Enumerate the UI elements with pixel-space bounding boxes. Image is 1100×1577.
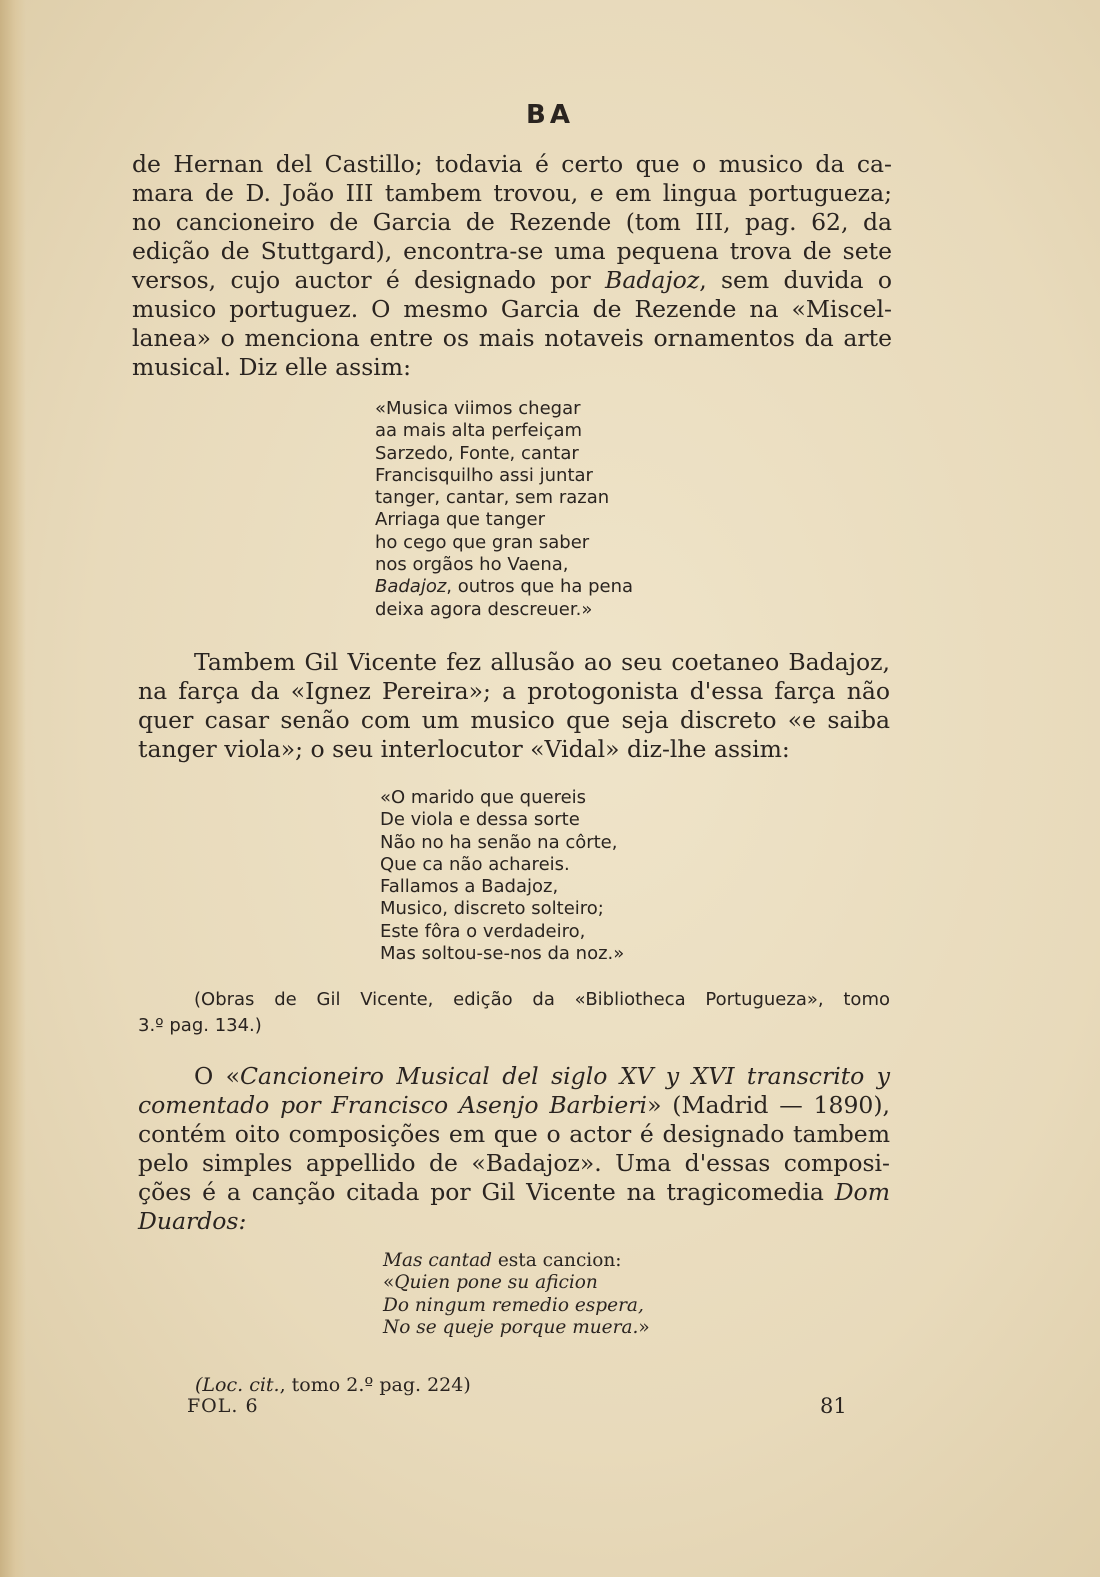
text-line: no cancioneiro de Garcia de Rezende (tom III, pag. 62, da xyxy=(132,208,892,236)
verse-line: Mas soltou-se-nos da noz.» xyxy=(380,943,625,965)
signature-mark: FOL. 6 xyxy=(187,1395,259,1417)
text-line: mara de D. João III tambem trovou, e em lingua portugueza; xyxy=(132,179,892,207)
text-line: de Hernan del Castillo; todavia é certo que o musico da ca- xyxy=(132,150,892,178)
verse-line: Não no ha senão na côrte, xyxy=(380,831,618,853)
text-line: versos, cujo auctor é designado por Badajoz, sem duvida o xyxy=(132,266,892,294)
verse-line: Badajoz, outros que ha pena xyxy=(375,576,634,598)
verse-line: ho cego que gran saber xyxy=(375,531,590,553)
text-line: musical. Diz elle assim: xyxy=(132,353,411,381)
text-line: ções é a canção citada por Gil Vicente na tragicomedia Dom xyxy=(138,1178,890,1206)
citation-loc-cit: (Loc. cit., tomo 2.º pag. 224) xyxy=(195,1374,471,1396)
verse-quote-2 xyxy=(380,787,624,965)
verse-line: Musico, discreto solteiro; xyxy=(380,898,604,920)
verse-line: Que ca não achareis. xyxy=(380,853,570,875)
verse-line: deixa agora descreuer.» xyxy=(375,598,593,620)
note-line: 3.º pag. 134.) xyxy=(138,1015,262,1036)
text-line: O «Cancioneiro Musical del siglo XV y XVI transcrito y xyxy=(194,1062,890,1090)
book-title: comentado por Francisco Asenjo Barbieri xyxy=(138,1091,648,1119)
verse-line: No se queje porque muera.» xyxy=(383,1316,650,1338)
text-line: pelo simples appellido de «Badajoz». Uma d'essas composi- xyxy=(138,1149,890,1177)
play-title: Dom xyxy=(834,1178,890,1206)
verse-quote-3 xyxy=(383,1250,650,1339)
paragraph-1 xyxy=(132,150,892,382)
text-line: na farça da «Ignez Pereira»; a protogonista d'essa farça não xyxy=(138,677,890,705)
verse-line: «Quien pone su aficion xyxy=(383,1272,598,1294)
text-line: comentado por Francisco Asenjo Barbieri» (Madrid — 1890), xyxy=(138,1091,890,1119)
text-line: tanger viola»; o seu interlocutor «Vidal» diz-lhe assim: xyxy=(138,735,790,763)
running-head: BA xyxy=(526,100,574,130)
verse-line: Do ningum remedio espera, xyxy=(383,1294,644,1316)
verse-line: Fallamos a Badajoz, xyxy=(380,876,559,898)
name-badajoz: Badajoz xyxy=(375,576,447,598)
book-title: Cancioneiro Musical del siglo XV y XVI transcrito y xyxy=(240,1062,890,1090)
citation-note xyxy=(138,987,890,1039)
text-line: contém oito composições em que o actor é designado tambem xyxy=(138,1120,890,1148)
verse-line: Arriaga que tanger xyxy=(375,509,546,531)
verse-line: Este fôra o verdadeiro, xyxy=(380,920,586,942)
verse-line: «O marido que quereis xyxy=(380,787,587,808)
text-line: musico portuguez. O mesmo Garcia de Rezende na «Miscel- xyxy=(132,295,892,323)
text-line: Tambem Gil Vicente fez allusão ao seu coetaneo Badajoz, xyxy=(194,648,890,676)
text-line: edição de Stuttgard), encontra-se uma pequena trova de sete xyxy=(132,237,892,265)
verse-quote-1 xyxy=(375,398,633,621)
verse-line: nos orgãos ho Vaena, xyxy=(375,554,569,576)
text-line: lanea» o menciona entre os mais notaveis ornamentos da arte xyxy=(132,324,892,352)
verse-line: tanger, cantar, sem razan xyxy=(375,487,610,509)
verse-line: Sarzedo, Fonte, cantar xyxy=(375,442,579,464)
name-badajoz: Badajoz xyxy=(605,266,700,294)
verse-line: aa mais alta perfeiçam xyxy=(375,420,583,442)
verse-line: «Musica viimos chegar xyxy=(375,398,581,419)
verse-line: Mas cantad esta cancion: xyxy=(383,1250,622,1271)
verse-line: Francisquilho assi juntar xyxy=(375,464,593,486)
paragraph-2 xyxy=(138,648,890,764)
page-number: 81 xyxy=(820,1394,847,1418)
note-line: (Obras de Gil Vicente, edição da «Bibliotheca Portugueza», tomo xyxy=(194,989,890,1010)
paragraph-3 xyxy=(138,1062,890,1236)
text-line: quer casar senão com um musico que seja discreto «e saiba xyxy=(138,706,890,734)
play-title: Duardos: xyxy=(138,1207,247,1235)
page-edge-shadow xyxy=(0,0,26,1577)
verse-line: De viola e dessa sorte xyxy=(380,809,580,831)
